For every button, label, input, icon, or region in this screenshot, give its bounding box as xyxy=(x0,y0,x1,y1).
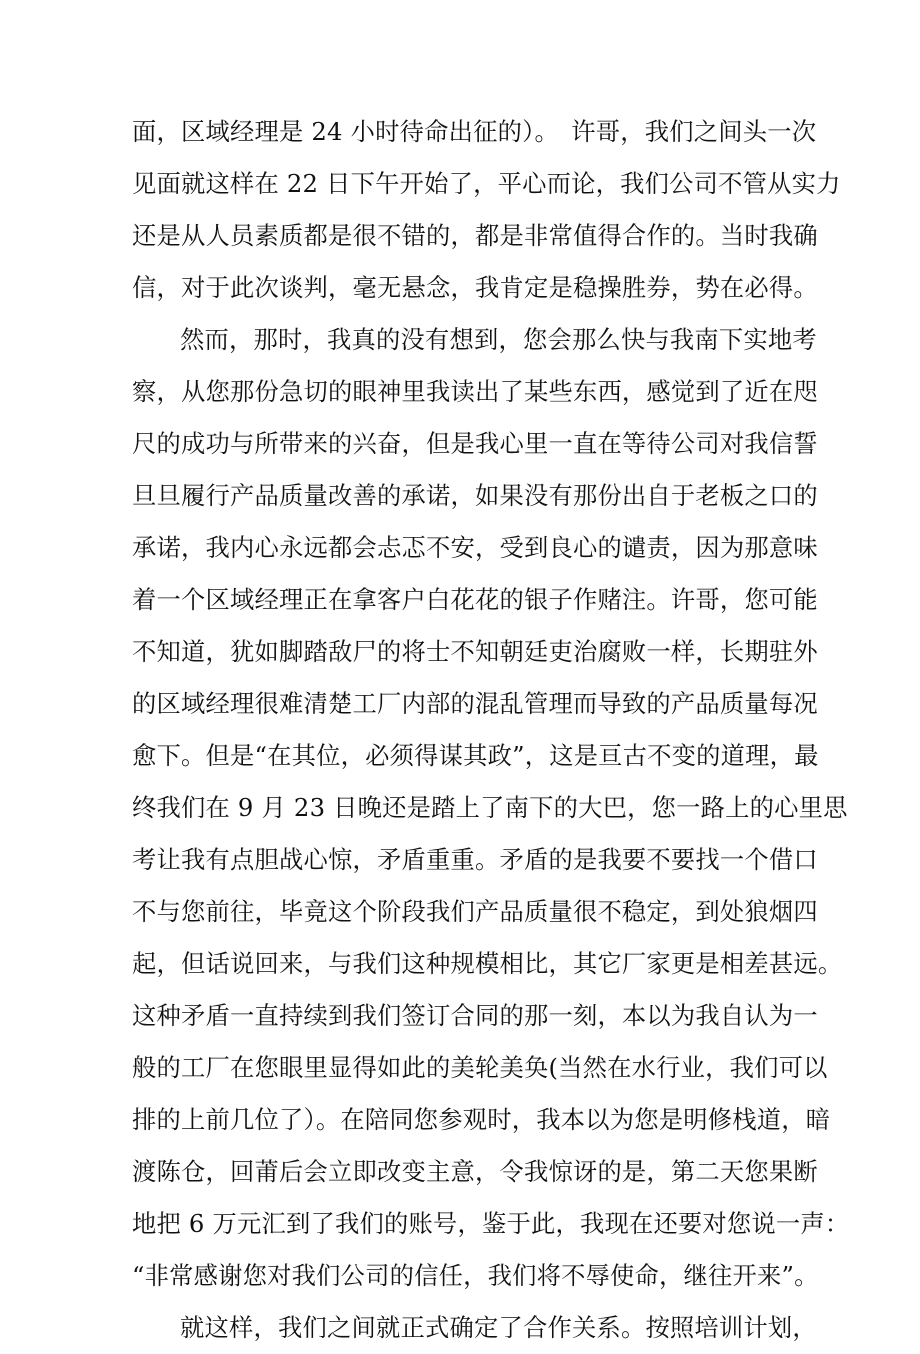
text-line: 渡陈仓，回莆后会立即改变主意，令我惊讶的是，第二天您果断 xyxy=(132,1157,818,1186)
text-line: 信，对于此次谈判，毫无悬念，我肯定是稳操胜券，势在必得。 xyxy=(132,273,818,302)
text-line: 不与您前往，毕竟这个阶段我们产品质量很不稳定，到处狼烟四 xyxy=(132,897,818,926)
text-line: 面，区域经理是 24 小时待命出征的）。 许哥，我们之间头一次 xyxy=(132,117,817,146)
text-line: 考让我有点胆战心惊，矛盾重重。矛盾的是我要不要找一个借口 xyxy=(132,845,818,874)
text-line: “非常感谢您对我们公司的信任，我们将不辱使命，继往开来”。 xyxy=(132,1261,819,1290)
text-line: 旦旦履行产品质量改善的承诺，如果没有那份出自于老板之口的 xyxy=(132,481,818,510)
text-line: 地把 6 万元汇到了我们的账号，鉴于此，我现在还要对您说一声： xyxy=(132,1209,850,1238)
body-text xyxy=(132,106,850,1354)
text-line: 见面就这样在 22 日下午开始了，平心而论，我们公司不管从实力 xyxy=(132,169,841,198)
text-line: 终我们在 9 月 23 日晚还是踏上了南下的大巴，您一路上的心里思 xyxy=(132,793,848,822)
paragraph-start-line: 就这样，我们之间就正式确定了合作关系。按照培训计划， xyxy=(180,1313,817,1342)
text-line: 尺的成功与所带来的兴奋，但是我心里一直在等待公司对我信誓 xyxy=(132,429,818,458)
text-line: 的区域经理很难清楚工厂内部的混乱管理而导致的产品质量每况 xyxy=(132,689,818,718)
text-line: 这种矛盾一直持续到我们签订合同的那一刻，本以为我自认为一 xyxy=(132,1001,818,1030)
paragraph-start-line: 然而，那时，我真的没有想到，您会那么快与我南下实地考 xyxy=(180,325,817,354)
text-line: 愈下。但是“在其位，必须得谋其政”，这是亘古不变的道理，最 xyxy=(132,741,819,770)
text-line: 排的上前几位了）。在陪同您参观时，我本以为您是明修栈道，暗 xyxy=(132,1105,831,1134)
text-line: 般的工厂在您眼里显得如此的美轮美奂(当然在水行业，我们可以 xyxy=(132,1053,828,1082)
text-line: 不知道，犹如脚踏敌尸的将士不知朝廷吏治腐败一样，长期驻外 xyxy=(132,637,818,666)
text-line: 还是从人员素质都是很不错的，都是非常值得合作的。当时我确 xyxy=(132,221,818,250)
text-line: 承诺，我内心永远都会忐忑不安，受到良心的谴责，因为那意味 xyxy=(132,533,818,562)
text-line: 起，但话说回来，与我们这种规模相比，其它厂家更是相差甚远。 xyxy=(132,949,843,978)
text-line: 察，从您那份急切的眼神里我读出了某些东西，感觉到了近在咫 xyxy=(132,377,818,406)
text-line: 着一个区域经理正在拿客户白花花的银子作赌注。许哥，您可能 xyxy=(132,585,818,614)
